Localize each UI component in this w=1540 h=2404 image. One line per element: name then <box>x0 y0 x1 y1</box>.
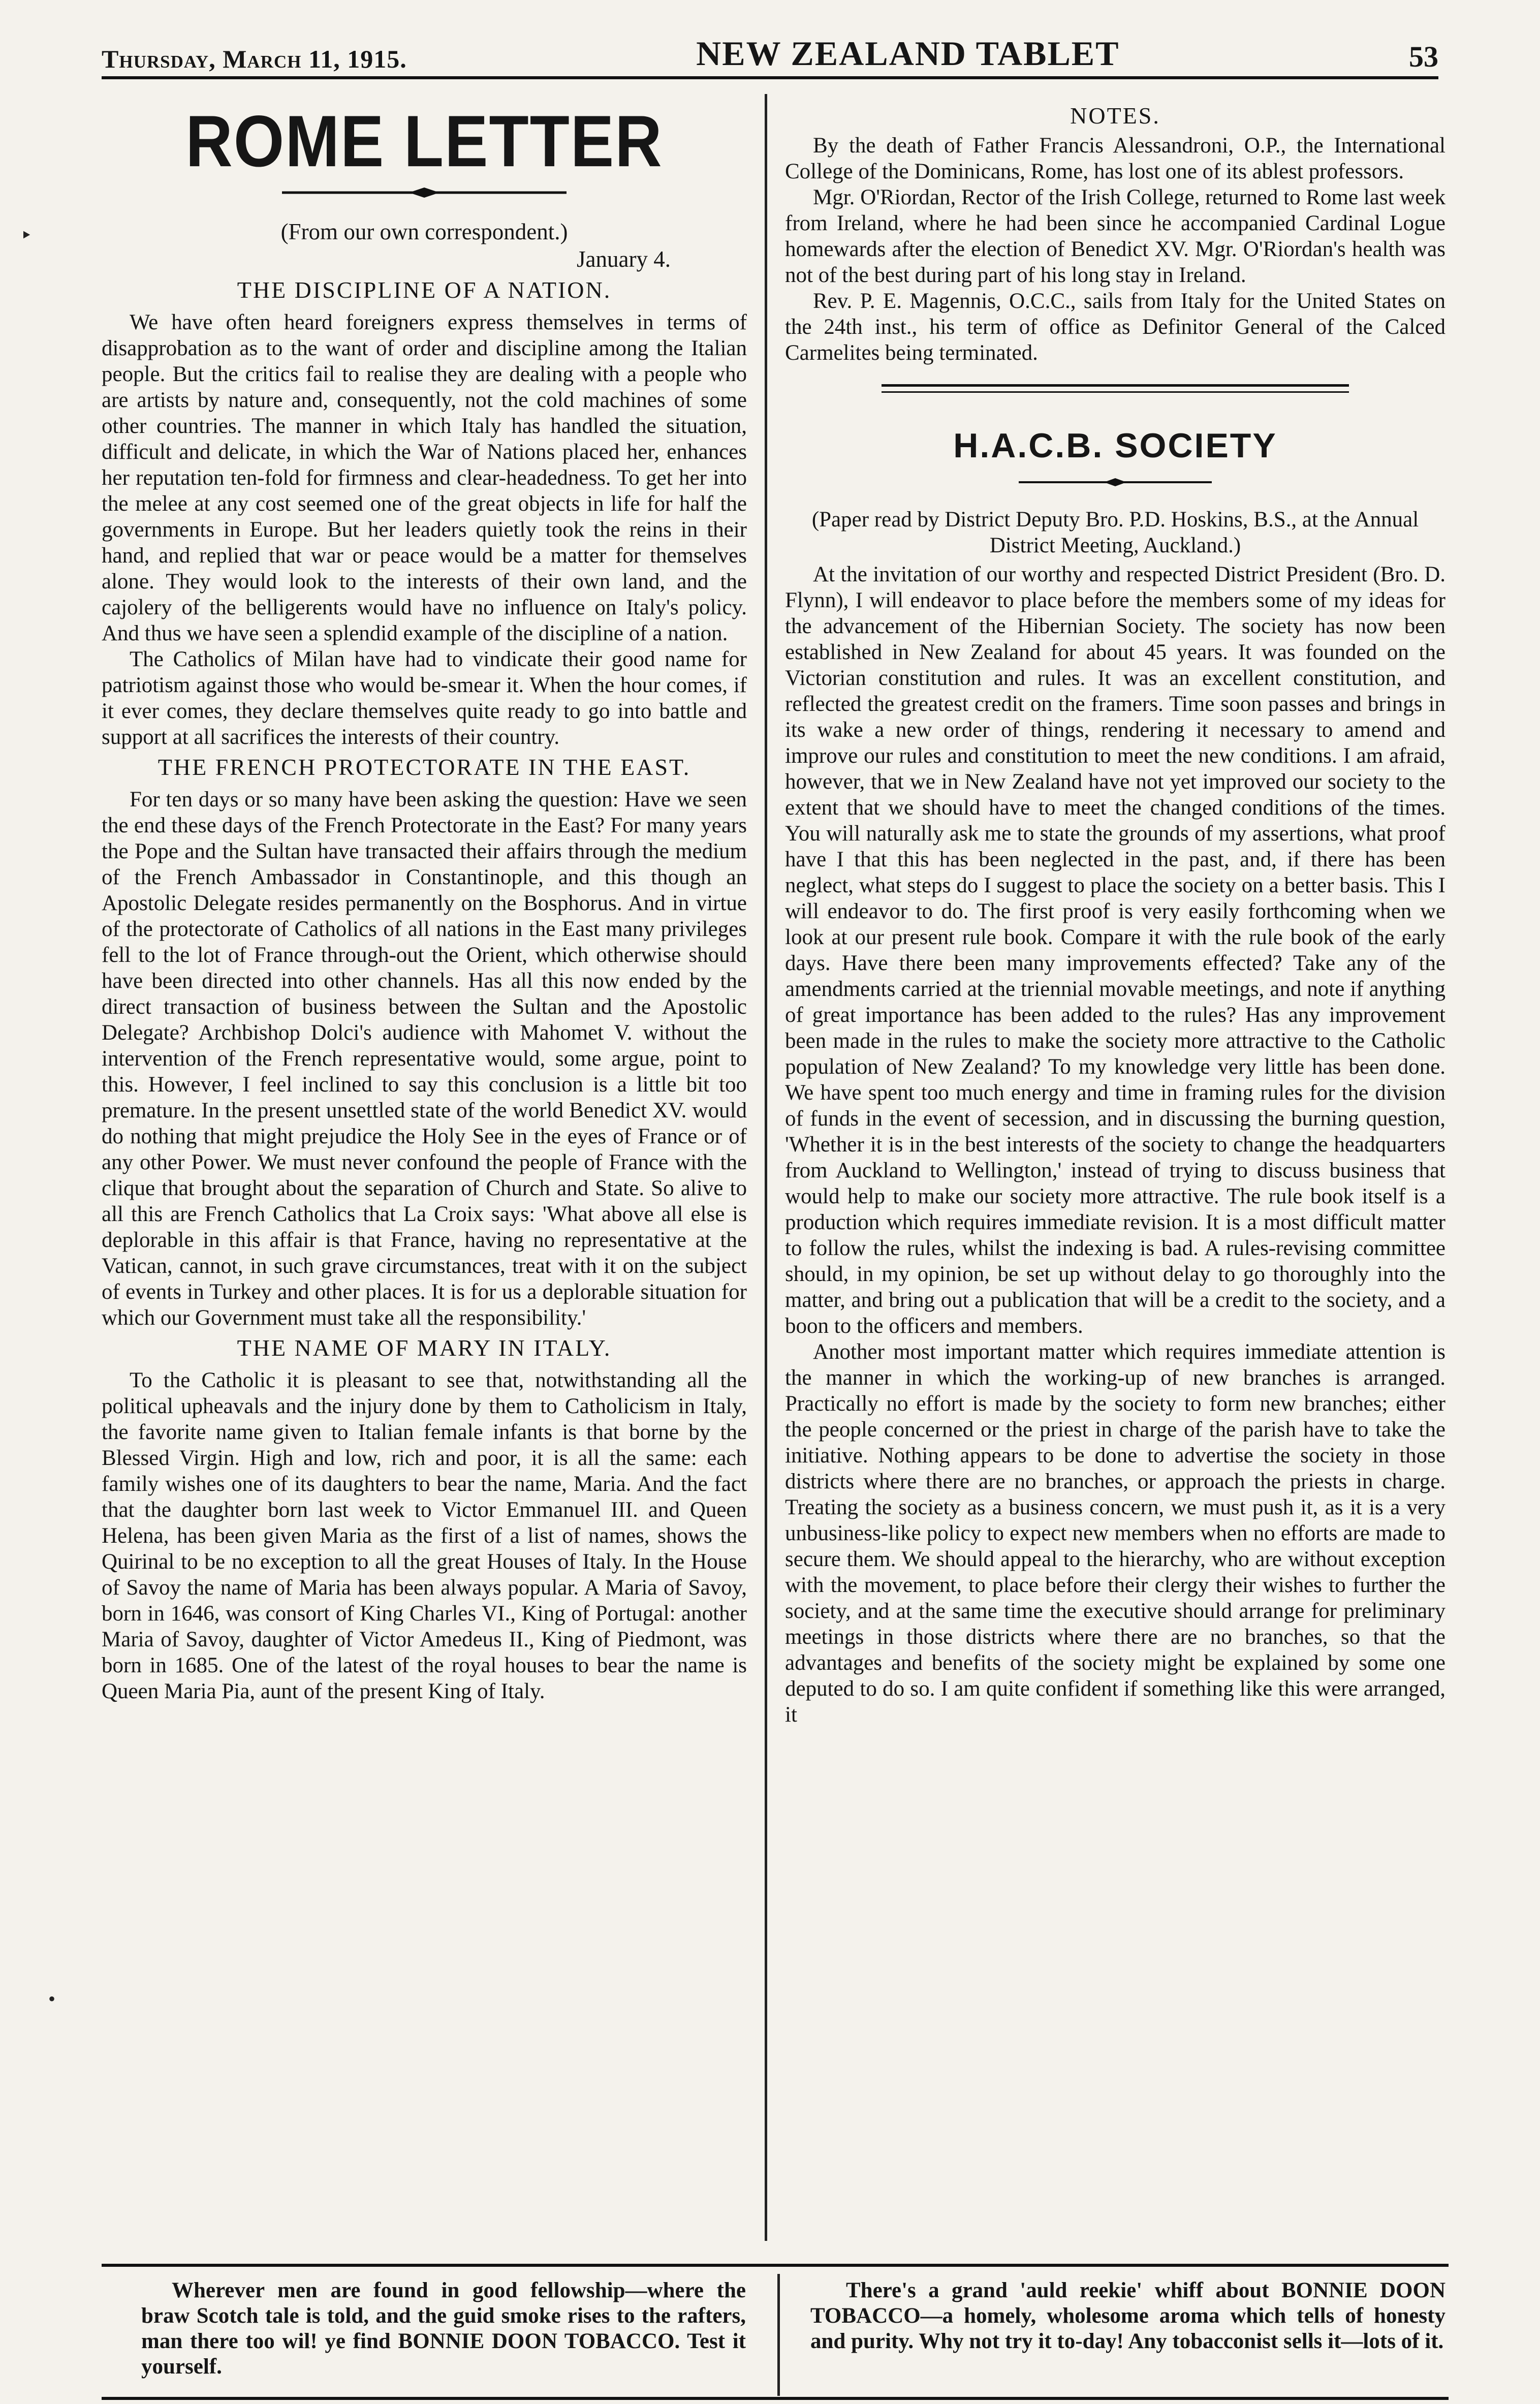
section-body <box>102 787 747 1331</box>
header-rule <box>102 76 1438 79</box>
paragraph: We have often heard foreigners express themselves in terms of disapprobation as to the want of order and discipline among the Italian people. But the critics fail to realise they are dealing with a people who are artists by nature and, consequently, not the cold machines of some other countries. The manner in which Italy has handled the situation, difficult and delicate, in which the War of Nations placed her, enhances her reputation ten-fold for firmness and clear-headedness. To get her into the melee at any cost seemed one of the great objects in life for half the governments in Europe. But her leaders quietly took the reins in their hand, and replied that war or peace would be a matter for themselves alone. They would look to the interests of their own land, and the cajolery of the belligerents would have no influence on Italy's policy. And thus we have seen a splendid example of the discipline of a nation. <box>102 310 747 645</box>
paragraph: For ten days or so many have been asking the question: Have we seen the end these days of the French Protectorate in the East? For many years the Pope and the Sultan have transacted their affairs through the medium of the French Ambassador in Constantinople, and this though an Apostolic Delegate resides permanently on the Bosphorus. And in virtue of the protectorate of Catholics of all nations in the East many privileges fell to the lot of France through-out the Orient, which otherwise should have been directed into other channels. Has all this now ended by the direct transaction of business between the Sultan and the Apostolic Delegate? Archbishop Dolci's audience with Mahomet V. without the intervention of the French representative would, some argue, point to this. However, I feel inclined to say this conclusion is a little bit too premature. In the present unsettled state of the world Benedict XV. would do nothing that might prejudice the Holy See in the eyes of France or of any other Power. We must never confound the people of France with the clique that brought about the separation of Church and State. So alive to all this are French Catholics that La Croix says: 'What above all else is deplorable in this affair is that France, having no representative at the Vatican, cannot, in such grave circumstances, treat with it on the subject of events in Turkey and other places. It is for us a deplorable situation for which our Government must take all the responsibility.' <box>102 788 747 1330</box>
society-body <box>785 561 1445 1728</box>
paragraph: Rev. P. E. Magennis, O.C.C., sails from Italy for the United States on the 24th inst., his term of office as Definitor General of the Calced Carmelites being terminated. <box>785 289 1445 365</box>
ad-rule <box>102 2264 1449 2267</box>
paragraph: Mgr. O'Riordan, Rector of the Irish College, returned to Rome last week from Ireland, where he had been since he accompanied Cardinal Logue homewards after the election of Benedict XV. Mgr. O'Riordan's health was not of the best during part of his long stay in Ireland. <box>785 185 1445 287</box>
page-number: 53 <box>1408 40 1438 73</box>
byline: (From our own correspondent.) <box>280 219 568 244</box>
article-title: ROME LETTER <box>185 101 663 182</box>
paragraph: The Catholics of Milan have had to vindicate their good name for patriotism against those who would be-smear it. When the hour comes, if it ever comes, they declare themselves quite ready to go into battle and support at all sacrifices the interests of their country. <box>102 647 747 749</box>
society-title: H.A.C.B. SOCIETY <box>953 426 1277 465</box>
dateline: January 4. <box>577 246 671 272</box>
issue-date: Thursday, March 11, 1915. <box>102 45 407 73</box>
column-divider <box>765 94 767 2241</box>
section-heading: THE DISCIPLINE OF A NATION. <box>237 277 612 303</box>
section-heading: THE FRENCH PROTECTORATE IN THE EAST. <box>158 754 691 780</box>
section-heading: THE NAME OF MARY IN ITALY. <box>237 1335 612 1361</box>
ornament-rule <box>1019 477 1212 487</box>
advertisement-left: Wherever men are found in good fellowship—where the braw Scotch tale is told, and the guid smoke rises to the rafters, man there too wil! ye find BONNIE DOON TOBACCO. Test it yourself. <box>141 2278 746 2379</box>
right-column <box>785 99 1445 2249</box>
publication-title: NEW ZEALAND TABLET <box>696 34 1120 73</box>
margin-mark-icon: • <box>48 1987 56 2010</box>
ad-rule <box>102 2397 1449 2400</box>
paragraph: To the Catholic it is pleasant to see that, notwithstanding all the political upheavals and the injury done by them to Catholicism in Italy, the favorite name given to Italian female infants is that borne by the Blessed Virgin. High and low, rich and poor, it is all the same: each family wishes one of its daughters to bear the name, Maria. And the fact that the daughter born last week to Victor Emmanuel III. and Queen Helena, has been given Maria as the first of a list of names, shows the Quirinal to be no exception to all the great Houses of Italy. In the House of Savoy the name of Maria has been always popular. A Maria of Savoy, born in 1646, was consort of King Charles VI., King of Portugal: another Maria of Savoy, daughter of Victor Amedeus II., King of Piedmont, was born in 1685. One of the latest of the royal houses to bear the name is Queen Maria Pia, aunt of the present King of Italy. <box>102 1368 747 1703</box>
margin-mark-icon: ‣ <box>20 224 33 247</box>
paper-note: (Paper read by District Deputy Bro. P.D. Hoskins, B.S., at the Annual District Meeting, Auckland.) <box>811 508 1419 557</box>
notes-body <box>785 133 1445 366</box>
left-column <box>102 99 747 2249</box>
advertisement-right: There's a grand 'auld reekie' whiff about BONNIE DOON TOBACCO—a homely, wholesome aroma which tells of honesty and purity. Why not try it to-day! Any tobacconist sells it—lots of it. <box>810 2278 1445 2353</box>
ad-divider <box>777 2274 780 2396</box>
section-body <box>102 1367 747 1704</box>
advertisement-band <box>102 2264 1449 2404</box>
section-body <box>102 309 747 750</box>
notes-heading: NOTES. <box>1070 103 1160 129</box>
paragraph: Another most important matter which requires immediate attention is the manner in which the working-up of new branches is arranged. Practically no effort is made by the society to form new branches; either the people concerned or the priest in charge of the parish have to take the initiative. Nothing appears to be done to advertise the society in those districts where there are no branches, or approach the priests in charge. Treating the society as a business concern, we must push it, as it is a very unbusiness-like policy to expect new members when no efforts are made to secure them. We should appeal to the hierarchy, who are without exception with the movement, to place before their clergy their wishes to further the society, and at the same time the executive should arrange for preliminary meetings in those districts where there are no branches, so that the advantages and benefits of the society might be explained by some one deputed to do so. I am quite confident if something like this were arranged, it <box>785 1340 1445 1727</box>
ornament-rule <box>282 186 567 199</box>
double-rule <box>882 384 1349 393</box>
paragraph: At the invitation of our worthy and respected District President (Bro. D. Flynn), I will endeavor to place before the members some of my ideas for the advancement of the Hibernian Society. The society has now been established in New Zealand for about 45 years. It was founded on the Victorian constitution and rules. It was an excellent constitution, and reflected the greatest credit on the framers. Time soon passes and brings in its wake a new order of things, rendering it necessary to amend and improve our rules and constitution to meet the new conditions. I am afraid, however, that we in New Zealand have not yet improved our society to the extent that we should have to meet the changed conditions of the times. You will naturally ask me to state the grounds of my assertions, what proof have I that this has been neglected in the past, and, if there has been neglect, what steps do I suggest to place the society on a better basis. This I will endeavor to do. The first proof is very easily forthcoming when we look at our present rule book. Compare it with the rule book of the early days. Have there been many improvements effected? Take any of the amendments carried at the triennial movable meetings, and note if anything of great importance has been added to the rules? Has any improvement been made in the rules to make the society more attractive to the Catholic population of New Zealand? To my knowledge very little has been done. We have spent too much energy and time in framing rules for the division of funds in the event of secession, and in discussing the burning question, 'Whether it is in the best interests of the society to change the headquarters from Auckland to Wellington,' instead of trying to discuss business that would help to make our society more attractive. The rule book itself is a production which requires immediate revision. It is a most difficult matter to follow the rules, whilst the indexing is bad. A rules-revising committee should, in my opinion, be set up without delay to go thoroughly into the matter, and bring out a publication that will be a credit to the society, and a boon to the officers and members. <box>785 563 1445 1338</box>
paragraph: By the death of Father Francis Alessandroni, O.P., the International College of the Dominicans, Rome, has lost one of its ablest professors. <box>785 134 1445 183</box>
running-head <box>102 28 1438 74</box>
